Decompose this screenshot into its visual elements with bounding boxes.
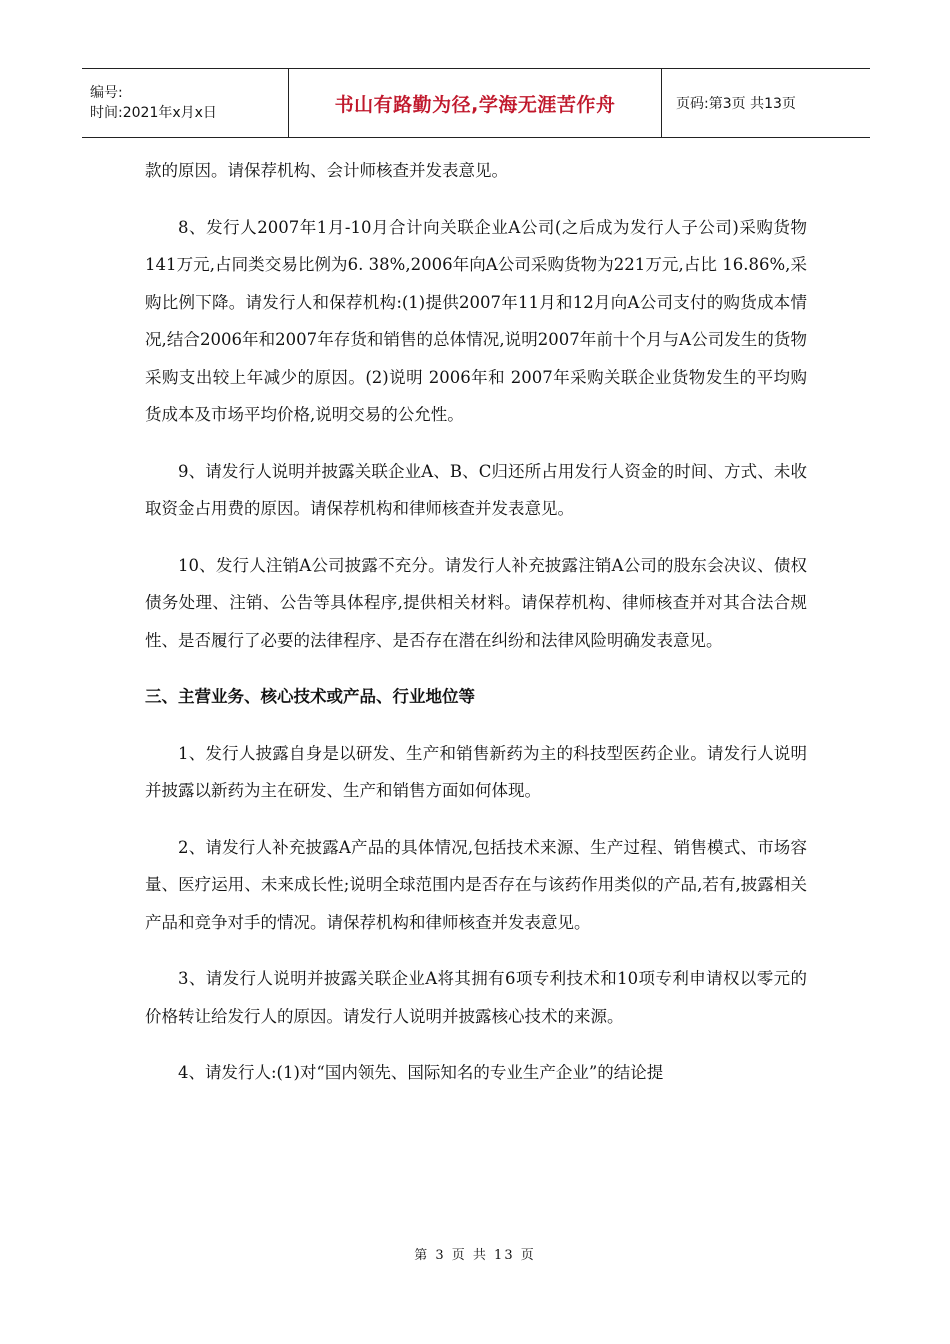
paragraph-item-9: 9、请发行人说明并披露关联企业A、B、C归还所占用发行人资金的时间、方式、未收取资金占用费的原因。请保荐机构和律师核查并发表意见。 — [145, 461, 807, 518]
paragraph-section3-item-3: 3、请发行人说明并披露关联企业A将其拥有6项专利技术和10项专利申请权以零元的价格转让给发行人的原因。请发行人说明并披露核心技术的来源。 — [145, 969, 807, 1026]
paragraph-section3-item-2: 2、请发行人补充披露A产品的具体情况,包括技术来源、生产过程、销售模式、市场容量、医疗运用、未来成长性;说明全球范围内是否存在与该药作用类似的产品,若有,披露相关产品和竞争对手的情况。请保荐机构和律师核查并发表意见。 — [145, 837, 807, 932]
paragraph-continuation: 款的原因。请保荐机构、会计师核查并发表意见。 — [145, 161, 508, 180]
paragraph-section3-item-1: 1、发行人披露自身是以研发、生产和销售新药为主的科技型医药企业。请发行人说明并披露以新药为主在研发、生产和销售方面如何体现。 — [145, 743, 807, 800]
section-heading: 三、主营业务、核心技术或产品、行业地位等 — [145, 687, 475, 706]
paragraph-section3-item-4: 4、请发行人:(1)对“国内领先、国际知名的专业生产企业”的结论提 — [178, 1063, 664, 1082]
document-body — [145, 152, 807, 1111]
paragraph-item-8: 8、发行人2007年1月-10月合计向关联企业A公司(之后成为发行人子公司)采购货物141万元,占同类交易比例为6. 38%,2006年向A公司采购货物为221万元,占比 16.86%,采购比例下降。请发行人和保荐机构:(1)提供2007年11月和12月向A公司支付的购货成本情况,结合2006年和2007年存货和销售的总体情况,说明2007年前十个月与A公司发生的货物采购支出较上年减少的原因。(2)说明 2006年和 2007年采购关联企业货物发生的平均购货成本及市场平均价格,说明交易的公允性。 — [145, 217, 807, 424]
page-header — [82, 68, 870, 138]
header-meta — [82, 69, 289, 137]
header-page-info: 页码:第3页 共13页 — [676, 96, 796, 112]
header-motto: 书山有路勤为径,学海无涯苦作舟 — [289, 69, 662, 137]
paragraph-item-10: 10、发行人注销A公司披露不充分。请发行人补充披露注销A公司的股东会决议、债权债务处理、注销、公告等具体程序,提供相关材料。请保荐机构、律师核查并对其合法合规性、是否履行了必要的法律程序、是否存在潜在纠纷和法律风险明确发表意见。 — [145, 555, 807, 650]
page-footer: 第 3 页 共 13 页 — [414, 1248, 536, 1263]
document-time: 时间:2021年x月x日 — [90, 105, 217, 121]
document-number-label: 编号: — [90, 85, 123, 101]
